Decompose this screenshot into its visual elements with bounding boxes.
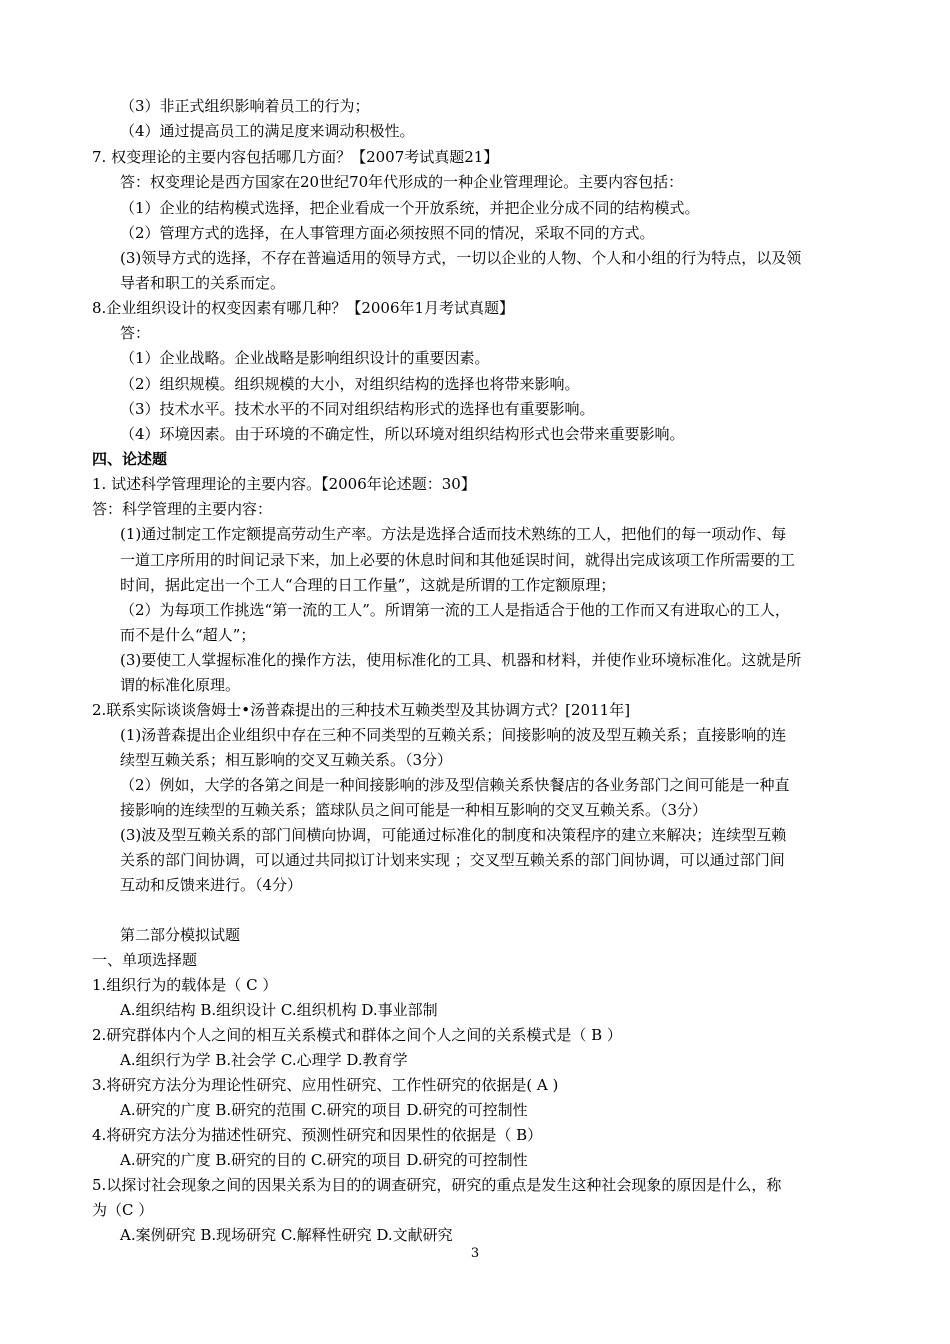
question-heading: 2.联系实际谈谈詹姆士•汤普森提出的三种技术互赖类型及其协调方式？[2011年] [92,701,631,719]
text-line: 谓的标准化原理。 [120,676,241,694]
question-heading: 3.将研究方法分为理论性研究、应用性研究、工作性研究的依据是( A ) [92,1076,559,1094]
text-line: （2）管理方式的选择，在人事管理方面必须按照不同的情况，采取不同的方式。 [120,224,655,242]
question-heading: 1. 试述科学管理理论的主要内容。【2006年论述题：30】 [92,475,476,493]
text-line: 而不是什么“超人”； [120,626,256,644]
text-line: 导者和职工的关系而定。 [120,274,286,292]
section-heading: 四、论述题 [92,450,168,468]
text-line: （2）组织规模。组织规模的大小，对组织结构的选择也将带来影响。 [120,375,580,393]
text-line: （1）企业战略。企业战略是影响组织设计的重要因素。 [120,349,490,367]
text-line: (3)领导方式的选择，不存在普遍适用的领导方式，一切以企业的人物、个人和小组的行为特点，以及领 [120,249,802,267]
text-line: 续型互赖关系；相互影响的交叉互赖关系。（3分） [120,751,453,769]
text-line: （2）为每项工作挑选“第一流的工人”。所谓第一流的工人是指适合于他的工作而又有进取心的工人， [120,601,790,619]
text-line: (3)波及型互赖关系的部门间横向协调，可能通过标准化的制度和决策程序的建立来解决；连续型互赖 [120,826,787,844]
text-line: （3）技术水平。技术水平的不同对组织结构形式的选择也有重要影响。 [120,400,595,418]
text-line: (1)通过制定工作定额提高劳动生产率。方法是选择合适而技术熟练的工人，把他们的每一项动作、每 [120,525,787,543]
answer-options: A.组织结构 B.组织设计 C.组织机构 D.事业部制 [120,1001,438,1019]
text-line: （3）非正式组织影响着员工的行为； [120,97,370,115]
page-number: 3 [470,1246,480,1261]
text-line: （4）环境因素。由于环境的不确定性，所以环境对组织结构形式也会带来重要影响。 [120,425,685,443]
question-heading: 8.企业组织设计的权变因素有哪几种？【2006年1月考试真题】 [92,299,515,317]
section-heading: 一、单项选择题 [92,951,198,969]
question-heading: 2.研究群体内个人之间的相互关系模式和群体之间个人之间的关系模式是（ B ） [92,1026,622,1044]
question-heading: 为（C ） [92,1201,154,1219]
text-line: 答：权变理论是西方国家在20世纪70年代形成的一种企业管理理论。主要内容包括： [120,173,684,191]
text-line: 关系的部门间协调，可以通过共同拟订计划来实现 ；交叉型互赖关系的部门间协调，可以通过部门间 [120,851,785,869]
question-heading: 7. 权变理论的主要内容包括哪几方面？【2007考试真题21】 [92,148,499,166]
answer-options: A.案例研究 B.现场研究 C.解释性研究 D.文献研究 [120,1226,453,1244]
text-line: （4）通过提高员工的满足度来调动积极性。 [120,122,415,140]
question-heading: 1.组织行为的载体是（ C ） [92,976,278,994]
text-line: （1）企业的结构模式选择，把企业看成一个开放系统，并把企业分成不同的结构模式。 [120,199,700,217]
text-line: 互动和反馈来进行。（4分） [120,876,303,894]
question-heading: 5.以探讨社会现象之间的因果关系为目的的调查研究，研究的重点是发生这种社会现象的原因是什么，称 [92,1176,782,1194]
text-line: 答： [120,324,151,342]
answer-options: A.研究的广度 B.研究的目的 C.研究的项目 D.研究的可控制性 [120,1151,528,1169]
answer-options: A.组织行为学 B.社会学 C.心理学 D.教育学 [120,1051,408,1069]
text-line: 接影响的连续型的互赖关系；篮球队员之间可能是一种相互影响的交叉互赖关系。（3分） [120,801,708,819]
answer-options: A.研究的广度 B.研究的范围 C.研究的项目 D.研究的可控制性 [120,1101,528,1119]
text-line: 时间，据此定出一个工人“合理的日工作量”，这就是所谓的工作定额原理； [120,576,616,594]
text-line: （2）例如，大学的各第之间是一种间接影响的涉及型信赖关系快餐店的各业务部门之间可能是一种直 [120,776,790,794]
question-heading: 4.将研究方法分为描述性研究、预测性研究和因果性的依据是（ B） [92,1126,543,1144]
part-heading: 第二部分模拟试题 [120,926,241,944]
text-line: 一道工序所用的时间记录下来，加上必要的休息时间和其他延误时间，就得出完成该项工作所需要的工 [120,551,796,569]
text-line: (1)汤普森提出企业组织中存在三种不同类型的互赖关系；间接影响的波及型互赖关系；直接影响的连 [120,726,787,744]
text-line: (3)要使工人掌握标准化的操作方法，使用标准化的工具、机器和材料，并使作业环境标准化。这就是所 [120,651,802,669]
text-line: 答：科学管理的主要内容： [92,500,273,518]
